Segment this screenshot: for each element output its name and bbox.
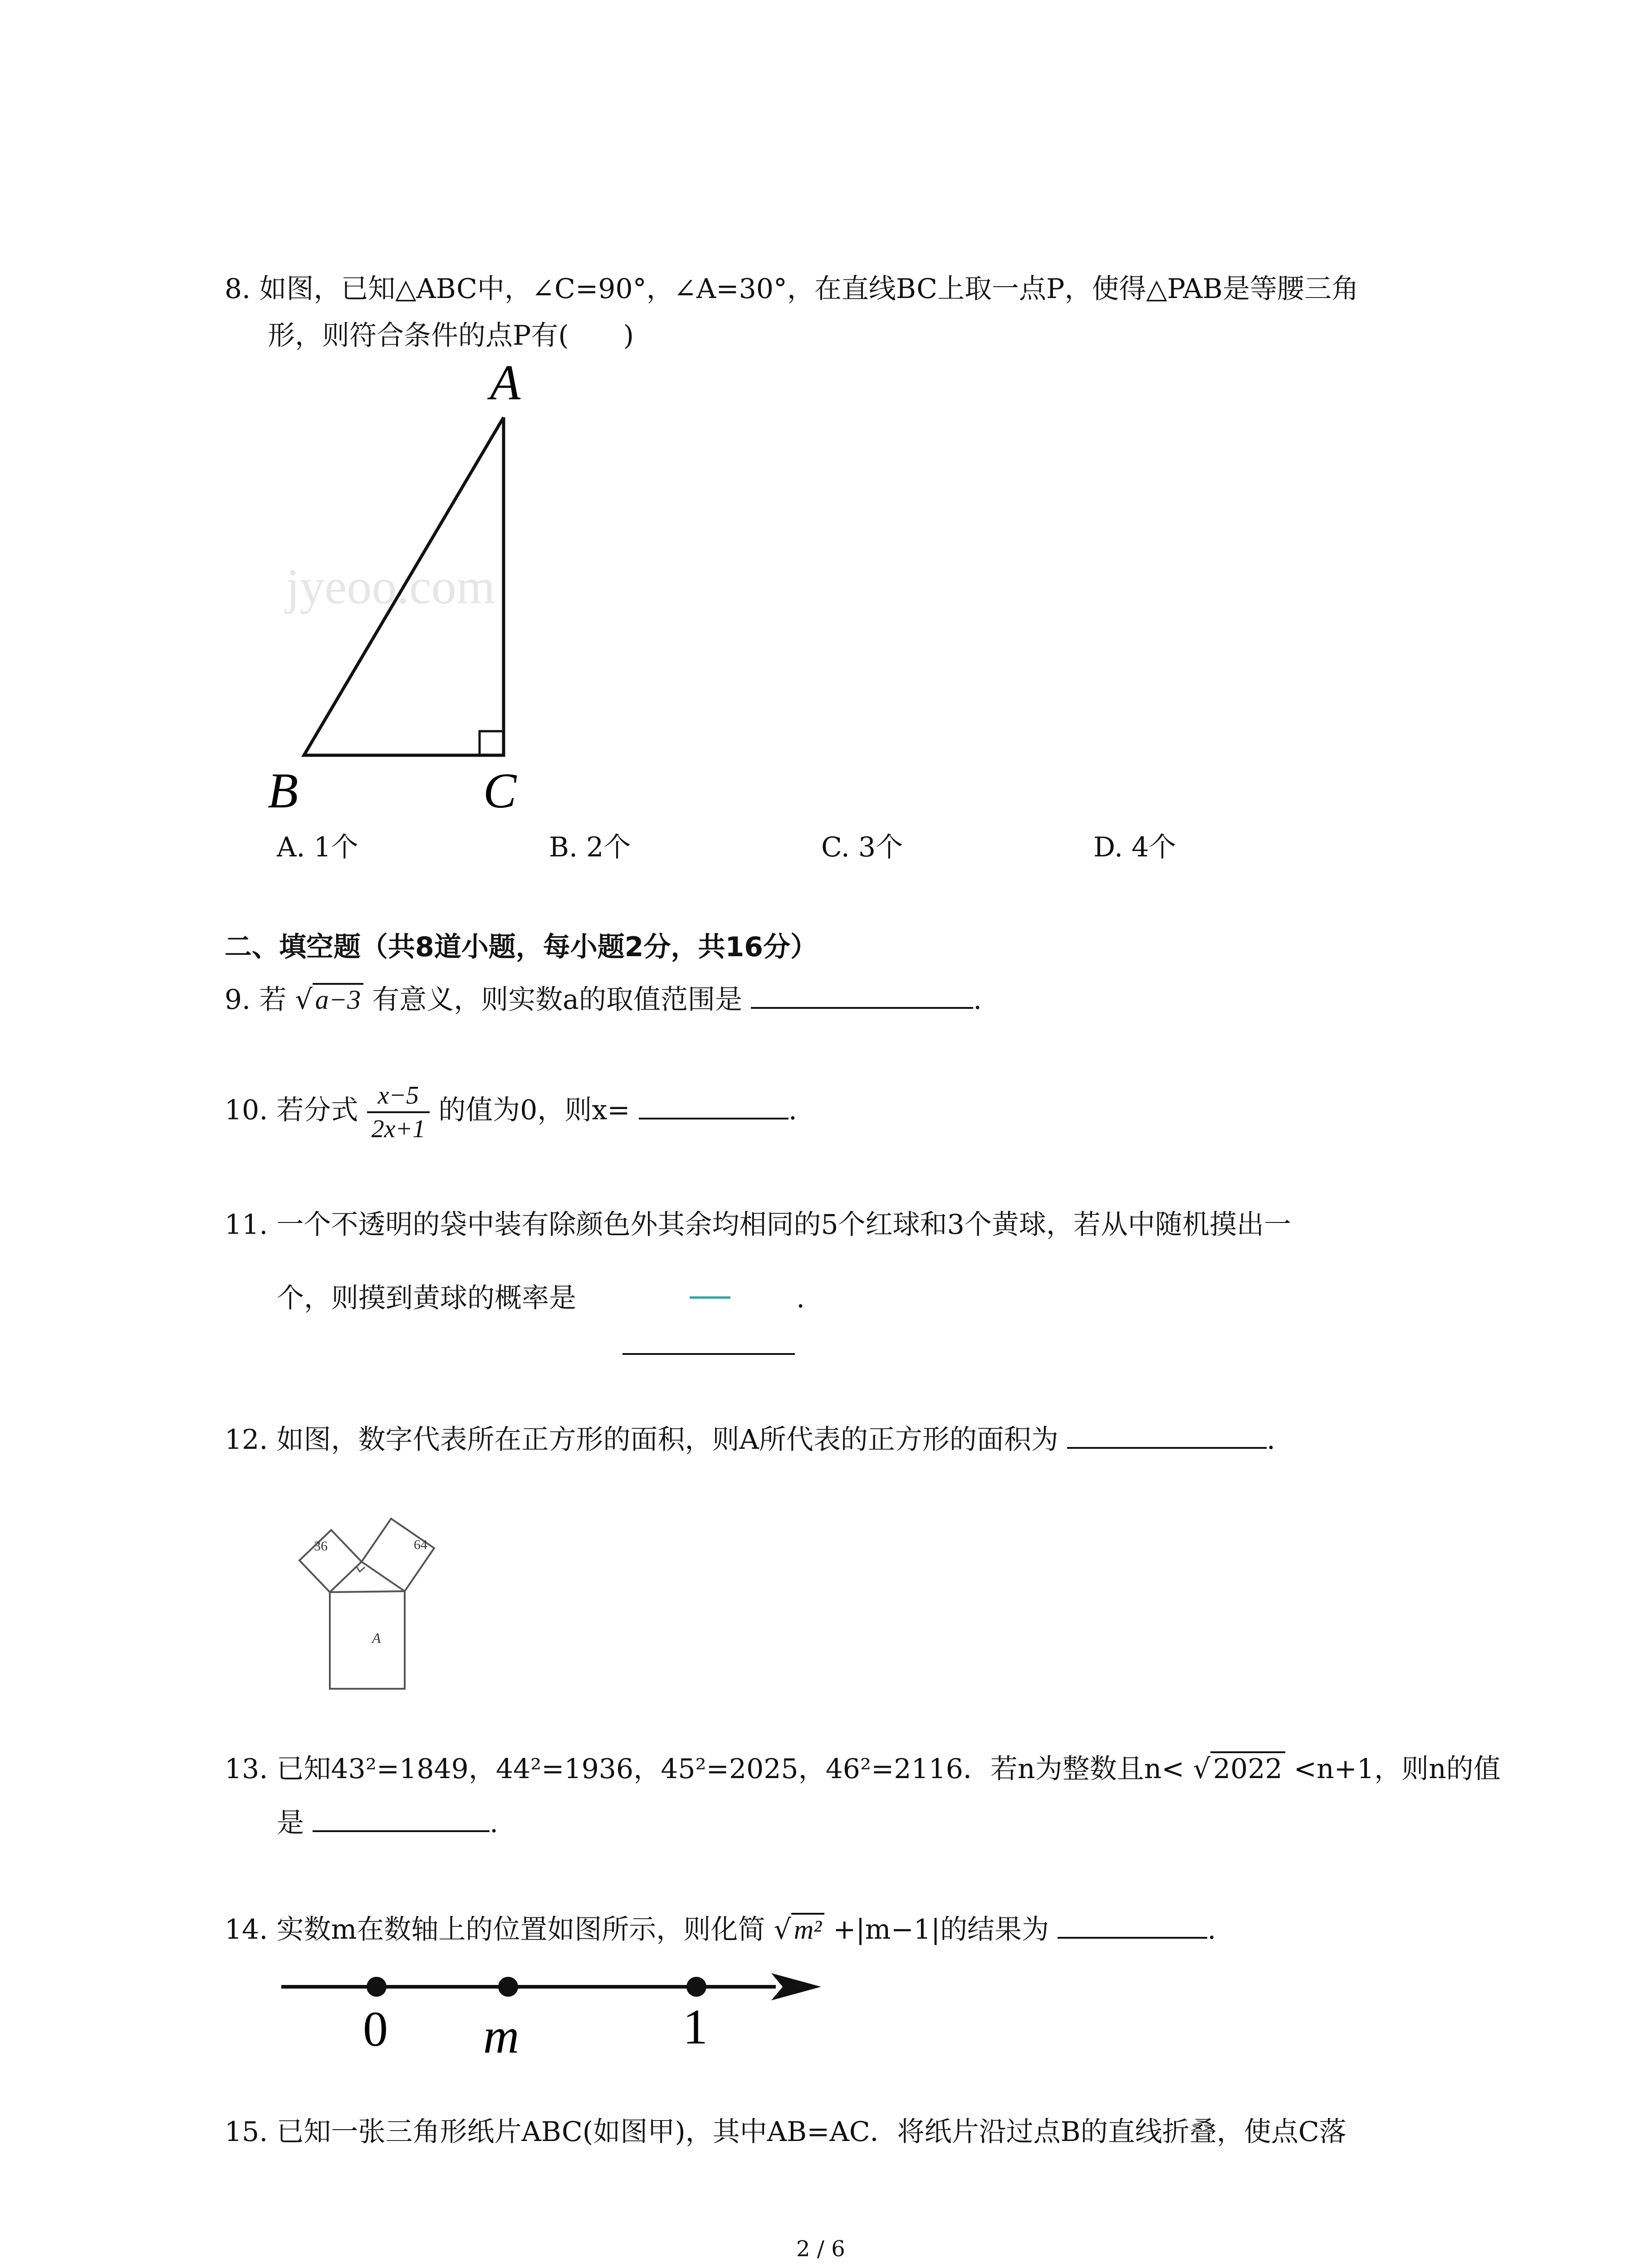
square-36 xyxy=(299,1530,362,1592)
q14-end: . xyxy=(1207,1914,1216,1945)
q9-end: . xyxy=(973,984,982,1016)
right-angle-mark xyxy=(357,1567,365,1572)
q8-option-a: A. 1个 xyxy=(277,831,358,863)
q8-option-b: B. 2个 xyxy=(549,831,631,863)
label-m: m xyxy=(483,2008,519,2063)
q13-sqrt: √ 2022 xyxy=(1193,1751,1285,1787)
q13-line2-text: 是 xyxy=(277,1807,304,1839)
q10 xyxy=(225,1080,797,1145)
q13 xyxy=(225,1751,1501,1787)
q11-line2: 个，则摸到黄球的概率是 xyxy=(277,1282,576,1314)
right-angle-mark xyxy=(480,731,504,755)
q9-answer-blank xyxy=(751,980,973,1009)
q15-line1: 15. 已知一张三角形纸片ABC(如图甲)，其中AB=AC．将纸片沿过点B的直线折叠，使点C落 xyxy=(225,2116,1347,2148)
label-a: A xyxy=(490,358,521,410)
label-zero: 0 xyxy=(363,2001,388,2057)
q14-sqrt: √ m² xyxy=(774,1911,824,1948)
q14-answer-blank xyxy=(1058,1910,1207,1939)
q12-answer-blank xyxy=(1067,1420,1267,1449)
q14 xyxy=(225,1910,1216,1948)
q10-post: 的值为0，则x= xyxy=(438,1094,630,1126)
q9 xyxy=(225,980,982,1018)
q11-end: . xyxy=(796,1282,805,1314)
label-64: 64 xyxy=(414,1537,427,1552)
q10-numerator: x−5 xyxy=(367,1080,430,1113)
q13-post: <n+1，则n的值 xyxy=(1293,1753,1501,1785)
q12-text: 12. 如图，数字代表所在正方形的面积，则A所代表的正方形的面积为 xyxy=(225,1424,1058,1456)
q8-option-d: D. 4个 xyxy=(1093,831,1176,863)
q8-line1: 8. 如图，已知△ABC中，∠C=90°，∠A=30°，在直线BC上取一点P，使得△PAB是等腰三角 xyxy=(225,273,1359,305)
label-c: C xyxy=(483,763,517,818)
q13-radicand: 2022 xyxy=(1210,1751,1285,1785)
label-b: B xyxy=(268,763,299,818)
square-a xyxy=(330,1591,405,1689)
q9-radicand: a−3 xyxy=(313,983,364,1015)
label-a: A xyxy=(372,1630,381,1646)
q10-end: . xyxy=(788,1094,797,1126)
q13-end: . xyxy=(490,1807,499,1839)
q10-denominator: 2x+1 xyxy=(371,1115,426,1143)
q12 xyxy=(225,1420,1275,1458)
point-one xyxy=(686,1977,706,1997)
q8-option-c: C. 3个 xyxy=(821,831,903,863)
point-m xyxy=(498,1977,518,1997)
q12-squares-figure xyxy=(272,1474,508,1710)
q14-number-line xyxy=(272,1955,839,2073)
q11-line1: 11. 一个不透明的袋中装有除颜色外其余均相同的5个红球和3个黄球，若从中随机摸出一 xyxy=(225,1209,1291,1241)
q10-fraction xyxy=(367,1080,430,1145)
q14-pre: 14. 实数m在数轴上的位置如图所示，则化简 xyxy=(225,1914,765,1945)
watermark: jyeoo.com xyxy=(286,559,495,614)
section-2-title: 二、填空题（共8道小题，每小题2分，共16分） xyxy=(225,931,818,963)
q8-line2: 形，则符合条件的点P有( ) xyxy=(268,320,634,352)
point-zero xyxy=(367,1977,387,1997)
q14-radicand: m² xyxy=(791,1913,824,1945)
q14-post: +|m−1|的结果为 xyxy=(833,1914,1049,1945)
q9-pre: 9. 若 xyxy=(225,984,287,1016)
axis-arrow xyxy=(771,1973,821,2000)
q9-post: 有意义，则实数a的取值范围是 xyxy=(372,984,742,1016)
label-one: 1 xyxy=(683,1999,708,2054)
page-number: 2 / 6 xyxy=(796,2236,845,2262)
q13-pre: 13. 已知43²=1849，44²=1936，45²=2025，46²=2116．若n为整数且n< xyxy=(225,1753,1185,1785)
q10-pre: 10. 若分式 xyxy=(225,1094,358,1126)
q10-answer-blank xyxy=(639,1090,789,1119)
q13-line2 xyxy=(277,1803,498,1841)
q9-sqrt: √ a−3 xyxy=(295,982,363,1018)
q12-end: . xyxy=(1266,1424,1275,1456)
label-36: 36 xyxy=(314,1539,328,1554)
q11-answer-blank xyxy=(622,1353,795,1355)
square-64 xyxy=(362,1519,434,1591)
q11-fraction-bar xyxy=(690,1296,730,1299)
q8-triangle-figure xyxy=(254,358,572,830)
q13-answer-blank xyxy=(313,1803,490,1832)
